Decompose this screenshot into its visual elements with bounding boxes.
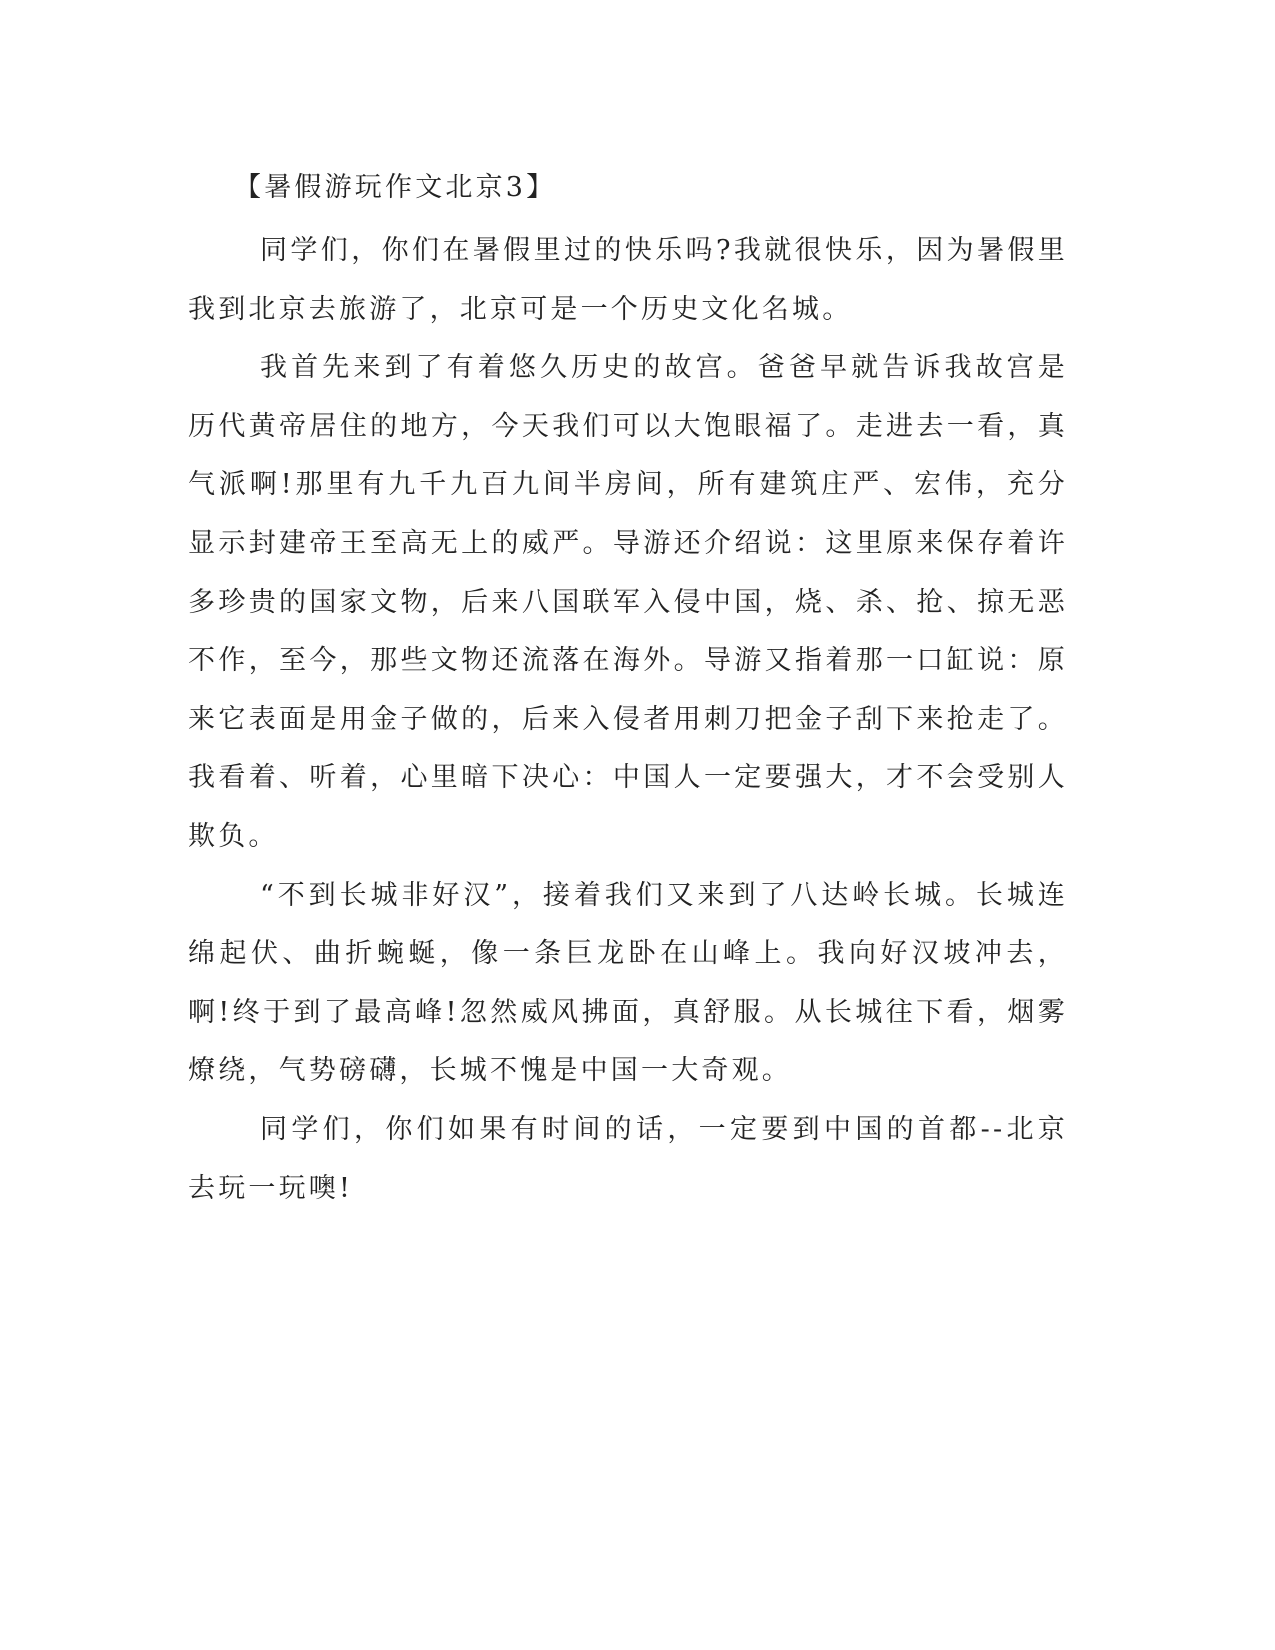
paragraph-1: 同学们，你们在暑假里过的快乐吗?我就很快乐，因为暑假里我到北京去旅游了，北京可是一个历史文化名城。: [188, 235, 1068, 325]
paragraph-2: 我首先来到了有着悠久历史的故宫。爸爸早就告诉我故宫是历代黄帝居住的地方，今天我们可以大饱眼福了。走进去一看，真气派啊!那里有九千九百九间半房间，所有建筑庄严、宏伟，充分显示封建帝王至高无上的威严。导游还介绍说：这里原来保存着许多珍贵的国家文物，后来八国联军入侵中国，烧、杀、抢、掠无恶不作，至今，那些文物还流落在海外。导游又指着那一口缸说：原来它表面是用金子做的，后来入侵者用刺刀把金子刮下来抢走了。我看着、听着，心里暗下决心：中国人一定要强大，才不会受别人欺负。: [188, 352, 1068, 852]
paragraph-4: 同学们，你们如果有时间的话，一定要到中国的首都--北京去玩一玩噢!: [188, 1113, 1068, 1204]
paragraph-3: “不到长城非好汉”，接着我们又来到了八达岭长城。长城连绵起伏、曲折蜿蜒，像一条巨龙卧在山峰上。我向好汉坡冲去，啊!终于到了最高峰!忽然威风拂面，真舒服。从长城往下看，烟雾燎绕，气势磅礴，长城不愧是中国一大奇观。: [188, 879, 1068, 1087]
document-body: [188, 162, 1068, 1218]
document-title: 【暑假游玩作文北京3】: [234, 172, 557, 203]
